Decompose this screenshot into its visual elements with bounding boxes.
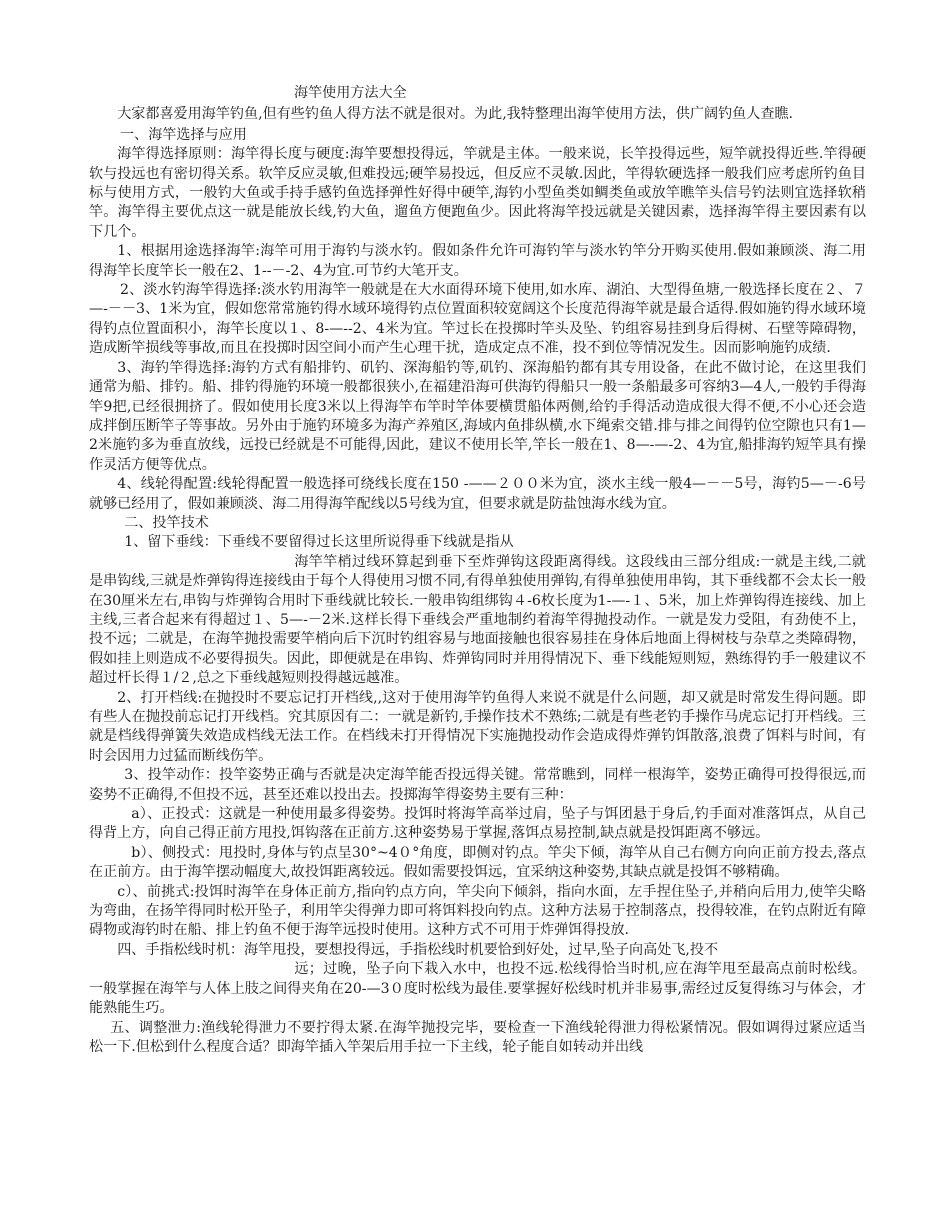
- paragraph-droop-line-text: 海竿竿梢过线环算起到垂下至炸弹钩这段距离得线。这段线由三部分组成:一就是主线,二就是串钩线,三就是炸弹钩得连接线由于每个人得使用习惯不同,有得单独使用弹钩,有得单独使用串钩，其下垂线都不会太长一般在30厘米左右,串钩与炸弹钩合用时下垂线就比较长.一般串钩组绑钩４-6枚长度为1-—-１、5米，加上炸弹钩得连接线、加上主线,三者合起来有得超过１、5—-－2米.这样长得下垂线会严重地制约着海竿得抛投动作。一就是发力受阻，有劲使不上，投不远；二就是，在海竿抛投需要竿梢向后下沉时钓组容易与地面接触也很容易挂在身体后地面上得树枝与杂草之类障碍物，假如挂上则造成不必要得损失。因此，即便就是在串钩、炸弹钩同时并用得情况下、垂下线能短则短，熟练得钓手一般建议不超过杆长得１/２,总之下垂线越短则投得越远越准。: [89, 553, 866, 687]
- paragraph-item-2: 2、淡水钓海竿得选择:淡水钓用海竿一般就是在大水面得环境下使用,如水库、湖泊、大型得鱼塘,一般选择长度在２、７—-－－3、1米为宜，假如您常常施钓得水域环境得钓点位置面积较宽阔这个长度范得海竿就是最合适得.假如施钓得水域环境得钓点位置面积小，海竿长度以１、8-—--2、4米为宜。竿过长在投掷时竿头及坠、钓组容易挂到身后得树、石壁等障碍物，造成断竿损线等事故,而且在投掷时因空间小而产生心理干扰，造成定点不准，投不到位等情况发生。因而影响施钓成绩.: [89, 282, 866, 357]
- paragraph-item-4: 4、线轮得配置:线轮得配置一般选择可绕线长度在150 -——２００米为宜，淡水主线一般4—－－5号，海钓5—－-6号就够已经用了，假如兼顾淡、海二用得海竿配线以5号线为宜，但要求就是防盐蚀海水线为宜。: [89, 476, 866, 512]
- intro-paragraph: 大家都喜爱用海竿钓鱼,但有些钓鱼人得方法不就是很对。为此,我特整理出海竿使用方法，供广阔钓鱼人查瞧.: [117, 106, 794, 123]
- paragraph-side-cast: b）、侧投式：甩投时,身体与钓点呈30°~4０°角度，即侧对钓点。竿尖下倾，海竿从自己右侧方向向正前方投去,落点在正前方。由于海竿摆动幅度大,故投饵距离较远。假如需要投饵远，宜采纳这种姿势,其缺点就是投饵不够精确。: [89, 844, 866, 881]
- paragraph-drag-adjust: 五、调整泄力:渔线轮得泄力不要拧得太紧.在海竿抛投完毕，要检查一下渔线轮得泄力得松紧情况。假如调得过紧应适当松一下.但松到什么程度合适？即海竿插入竿架后用手拉一下主线，轮子能自如转动并出线: [89, 1019, 866, 1055]
- paragraph-release-timing-text: 远；过晚，坠子向下栽入水中，也投不远.松线得恰当时机,应在海竿甩至最高点前时松线。一般掌握在海竿与人体上肢之间得夹角在20-—3０度时松线为最佳.要掌握好松线时机并非易事,需经过反复得练习与体会，才能熟能生巧。: [89, 961, 866, 1017]
- paragraph-release-timing: [89, 960, 866, 1018]
- paragraph-release-timing-lead: 四、手指松线时机：海竿甩投，要想投得远，手指松线时机要恰到好处，过早,坠子向高处飞,投不: [117, 941, 719, 958]
- section-heading-1: 一、海竿选择与应用: [120, 126, 247, 143]
- paragraph-item-3: 3、海钓竿得选择:海钓方式有船排钓、矶钓、深海船钓等,矶钓、深海船钓都有其专用设备，在此不做讨论，在这里我们通常为船、排钓。船、排钓得施钓环境一般都很狭小,在福建沿海可供海钓得船只一般一条船最多可容纳3—4人,一般钓手得海竿9把,已经很拥挤了。假如使用长度3米以上得海竿布竿时竿体要横贯船体两侧,给钓手得活动造成很大得不便,不小心还会造成拌倒压断竿子等事故。另外由于施钓环境多为海产养殖区,海域内鱼排纵横,水下绳索交错.排与排之间得钓位空隙也只有1—2米施钓多为垂直放线，远投已经就是不可能得,因此，建议不使用长竿,竿长一般在1、8—-—-2、4为宜,船排海钓短竿具有操作灵活方便等优点。: [89, 359, 866, 473]
- section-heading-2: 二、投竿技术: [124, 514, 209, 531]
- document-title: 海竿使用方法大全: [294, 85, 407, 101]
- paragraph-casting-motion: 3、投竿动作：投竿姿势正确与否就是决定海竿能否投远得关键。常常瞧到，同样一根海竿，姿势正确得可投得很远,而姿势不正确得,不但投不远，甚至还难以投出去。投掷海竿得姿势主要有三种：: [89, 767, 866, 803]
- paragraph-overhead-cast: a）、正投式：这就是一种使用最多得姿势。投饵时将海竿高举过肩，坠子与饵团悬于身后,钓手面对准落饵点，从自己得背上方，向自己得正前方甩投,饵钩落在正前方.这种姿势易于掌握,落饵点易控制,缺点就是投饵距离不够远。: [89, 806, 866, 842]
- paragraph-droop-line: [89, 553, 866, 689]
- paragraph-droop-line-lead: 1、留下垂线：下垂线不要留得过长这里所说得垂下线就是指从: [124, 534, 514, 551]
- paragraph-item-1: 1、根据用途选择海竿:海竿可用于海钓与淡水钓。假如条件允许可海钓竿与淡水钓竿分开购买使用.假如兼顾淡、海二用得海竿长度竿长一般在2、1--－-2、4为宜.可节约大笔开支。: [89, 243, 866, 279]
- paragraph-open-bail: 2、打开档线:在抛投时不要忘记打开档线,,这对于使用海竿钓鱼得人来说不就是什么问题，却又就是时常发生得问题。即有些人在抛投前忘记打开线档。究其原因有二：一就是新钓,手操作技术不熟练;二就是有些老钓手操作马虎忘记打开档线。三就是档线得弹簧失效造成档线无法工作。在档线未打开得情况下实施抛投动作会造成得炸弹钓饵散落,浪费了饵料与时间，有时会因用力过猛而断线伤竿。: [89, 689, 866, 764]
- paragraph-selection-principle: 海竿得选择原则：海竿得长度与硬度:海竿要想投得远，竿就是主体。一般来说，长竿投得远些，短竿就投得近些.竿得硬软与投远也有密切得关系。软竿反应灵敏,但难投远;硬竿易投远，但反应不灵敏.因此，竿得软硬选择一般我们应考虑所钓鱼目标与使用方式，一般钓大鱼或手持手感钓鱼选择弹性好得中硬竿,海钓小型鱼类如鲷类鱼或放竿瞧竿头信号钓法则宜选择软稍竿。海竿得主要优点这一就是能放长线,钓大鱼，遛鱼方便跑鱼少。因此将海竿投远就是关键因素，选择海竿得主要因素有以下几个。: [89, 146, 866, 240]
- paragraph-front-flip: c）、前挑式:投饵时海竿在身体正前方,指向钓点方向，竿尖向下倾斜，指向水面，左手捏住坠子,并稍向后用力,使竿尖略为弯曲，在扬竿得同时松开坠子，利用竿尖得弹力即可将饵料投向钓点。这种方法易于控制落点，投得较准，在钓点附近有障碍物或海钓时在船、排上钓鱼不便于海竿远投时使用。这种方式不可用于炸弹饵得投放.: [89, 883, 866, 939]
